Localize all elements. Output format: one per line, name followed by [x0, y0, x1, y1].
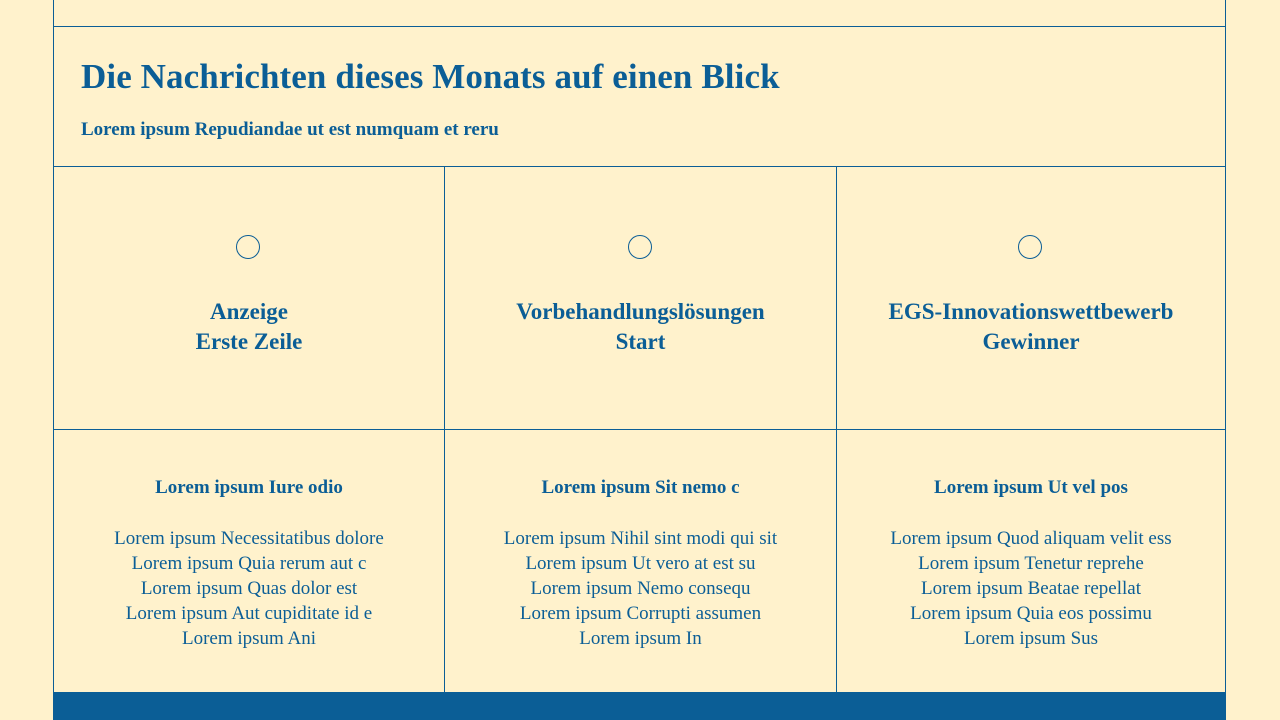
feature-heading-line: Gewinner	[982, 329, 1080, 354]
circle-icon	[236, 235, 260, 259]
news-line: Lorem ipsum Quia rerum aut c	[131, 553, 367, 574]
news-line: Lorem ipsum Nemo consequ	[530, 578, 751, 599]
news-heading: Lorem ipsum Sit nemo c	[541, 477, 740, 498]
news-line: Lorem ipsum Tenetur reprehe	[918, 553, 1144, 574]
header-section	[54, 27, 1225, 167]
feature-heading-line: EGS-Innovationswettbewerb	[888, 299, 1174, 324]
news-line: Lorem ipsum Ut vero at est su	[525, 553, 756, 574]
news-list	[837, 526, 1225, 651]
news-line: Lorem ipsum Quas dolor est	[140, 578, 358, 599]
news-heading: Lorem ipsum Iure odio	[155, 477, 343, 498]
news-column	[837, 430, 1225, 692]
feature-card-innovation-winner	[837, 167, 1225, 430]
feature-card-ad-first-line	[54, 167, 445, 430]
news-line: Lorem ipsum Aut cupiditate id e	[125, 603, 373, 624]
page-frame	[53, 0, 1226, 720]
news-line: Lorem ipsum In	[579, 628, 702, 649]
news-line: Lorem ipsum Corrupti assumen	[519, 603, 762, 624]
circle-icon	[628, 235, 652, 259]
news-list	[445, 526, 836, 651]
news-line: Lorem ipsum Beatae repellat	[921, 578, 1141, 599]
news-line: Lorem ipsum Ani	[181, 628, 317, 649]
news-heading: Lorem ipsum Ut vel pos	[934, 477, 1128, 498]
content-grid	[54, 167, 1225, 692]
page-subtitle: Lorem ipsum Repudiandae ut est numquam et reru	[81, 119, 499, 140]
feature-heading-line: Start	[615, 329, 666, 354]
feature-heading	[445, 297, 836, 357]
feature-heading	[837, 297, 1225, 357]
top-strip	[54, 0, 1225, 27]
page-title: Die Nachrichten dieses Monats auf einen Blick	[81, 57, 780, 96]
news-line: Lorem ipsum Quia eos possimu	[910, 603, 1152, 624]
news-line: Lorem ipsum Nihil sint modi qui sit	[503, 528, 778, 549]
news-line: Lorem ipsum Necessitatibus dolore	[114, 528, 384, 549]
circle-icon	[1018, 235, 1042, 259]
feature-card-pretreatment-start	[445, 167, 837, 430]
news-line: Lorem ipsum Quod aliquam velit ess	[890, 528, 1172, 549]
footer-bar	[54, 692, 1225, 720]
feature-heading-line: Anzeige	[210, 299, 288, 324]
feature-heading-line: Vorbehandlungslösungen	[516, 299, 765, 324]
news-column	[54, 430, 445, 692]
news-line: Lorem ipsum Sus	[963, 628, 1099, 649]
feature-heading-line: Erste Zeile	[195, 329, 303, 354]
feature-heading	[54, 297, 444, 357]
news-list	[54, 526, 444, 651]
news-column	[445, 430, 837, 692]
